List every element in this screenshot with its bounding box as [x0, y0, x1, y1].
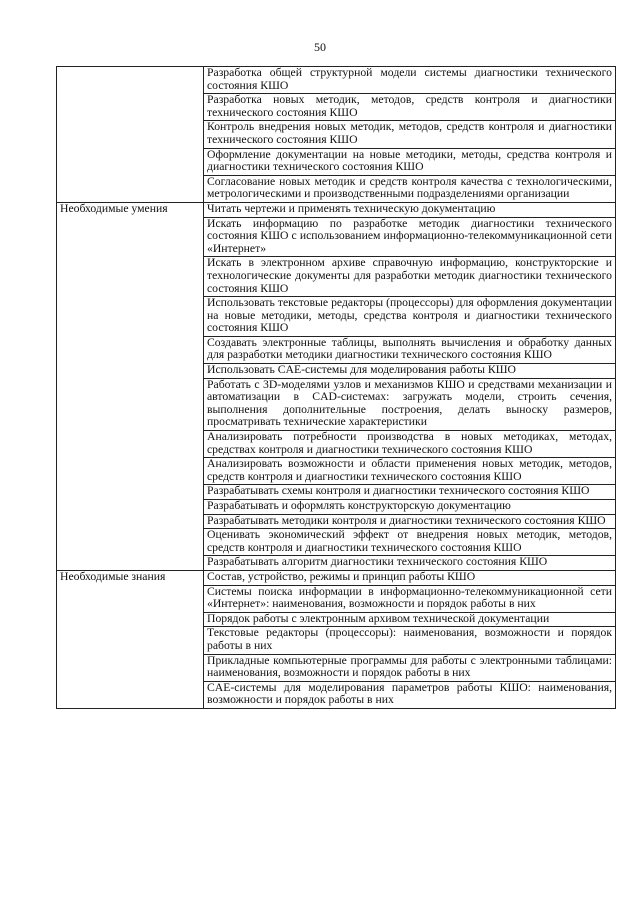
requirement-item: CAE-системы для моделирования параметров работы КШО: наименования, возможности и порядок работы в них: [204, 681, 616, 708]
requirement-item: Создавать электронные таблицы, выполнять вычисления и обработку данных для разработки методики диагностики технического состояния КШО: [204, 336, 616, 363]
requirement-item: Читать чертежи и применять техническую документацию: [204, 202, 616, 217]
requirement-item: Искать информацию по разработке методик диагностики технического состояния КШО с использованием информационно-телекоммуникационной сети «Интернет»: [204, 217, 616, 257]
table-row: [57, 202, 616, 217]
requirement-item: Разрабатывать схемы контроля и диагностики технического состояния КШО: [204, 485, 616, 500]
requirement-item: Прикладные компьютерные программы для работы с электронными таблицами: наименования, возможности и порядок работы в них: [204, 654, 616, 681]
requirement-item: Разрабатывать и оформлять конструкторскую документацию: [204, 500, 616, 515]
requirement-item: Текстовые редакторы (процессоры): наименования, возможности и порядок работы в них: [204, 627, 616, 654]
requirement-item: Анализировать потребности производства в новых методиках, методах, средствах контроля и диагностики технического состояния КШО: [204, 431, 616, 458]
section-label: Необходимые умения: [57, 202, 204, 570]
table-row: [57, 67, 616, 94]
table-row: [57, 570, 616, 585]
page-number: 50: [314, 40, 326, 54]
requirements-table-body: [57, 67, 616, 709]
requirement-item: Использовать CAE-системы для моделирования работы КШО: [204, 364, 616, 379]
requirement-item: Оценивать экономический эффект от внедрения новых методик, методов, средств контроля и диагностики технического состояния КШО: [204, 529, 616, 556]
requirement-item: Использовать текстовые редакторы (процессоры) для оформления документации на новые методики, методы, средства контроля и диагностики технического состояния КШО: [204, 297, 616, 337]
requirement-item: Системы поиска информации в информационно-телекоммуникационной сети «Интернет»: наименования, возможности и порядок работы в них: [204, 585, 616, 612]
section-label: Необходимые знания: [57, 570, 204, 708]
requirement-item: Анализировать возможности и области применения новых методик, методов, средств контроля и диагностики технического состояния КШО: [204, 458, 616, 485]
requirement-item: Состав, устройство, режимы и принцип работы КШО: [204, 570, 616, 585]
requirement-item: Разрабатывать методики контроля и диагностики технического состояния КШО: [204, 514, 616, 529]
requirement-item: Работать с 3D-моделями узлов и механизмов КШО и средствами механизации и автоматизации в CAD-системах: загружать модели, строить сечения, выполнения дополнительные построения, делать выноску размеров, просматривать технические характеристики: [204, 378, 616, 430]
requirement-item: Разработка новых методик, методов, средств контроля и диагностики технического состояния КШО: [204, 94, 616, 121]
requirement-item: Порядок работы с электронным архивом технической документации: [204, 612, 616, 627]
requirement-item: Искать в электронном архиве справочную информацию, конструкторские и технологические документы для разработки методик диагностики технического состояния КШО: [204, 257, 616, 297]
requirement-item: Разрабатывать алгоритм диагностики технического состояния КШО: [204, 556, 616, 571]
requirements-table: [56, 66, 616, 709]
section-label: [57, 67, 204, 203]
requirement-item: Контроль внедрения новых методик, методов, средств контроля и диагностики технического состояния КШО: [204, 121, 616, 148]
requirement-item: Разработка общей структурной модели системы диагностики технического состояния КШО: [204, 67, 616, 94]
requirement-item: Согласование новых методик и средств контроля качества с технологическими, метрологическими и производственными подразделениями организации: [204, 175, 616, 202]
requirement-item: Оформление документации на новые методики, методы, средства контроля и диагностики технического состояния КШО: [204, 148, 616, 175]
